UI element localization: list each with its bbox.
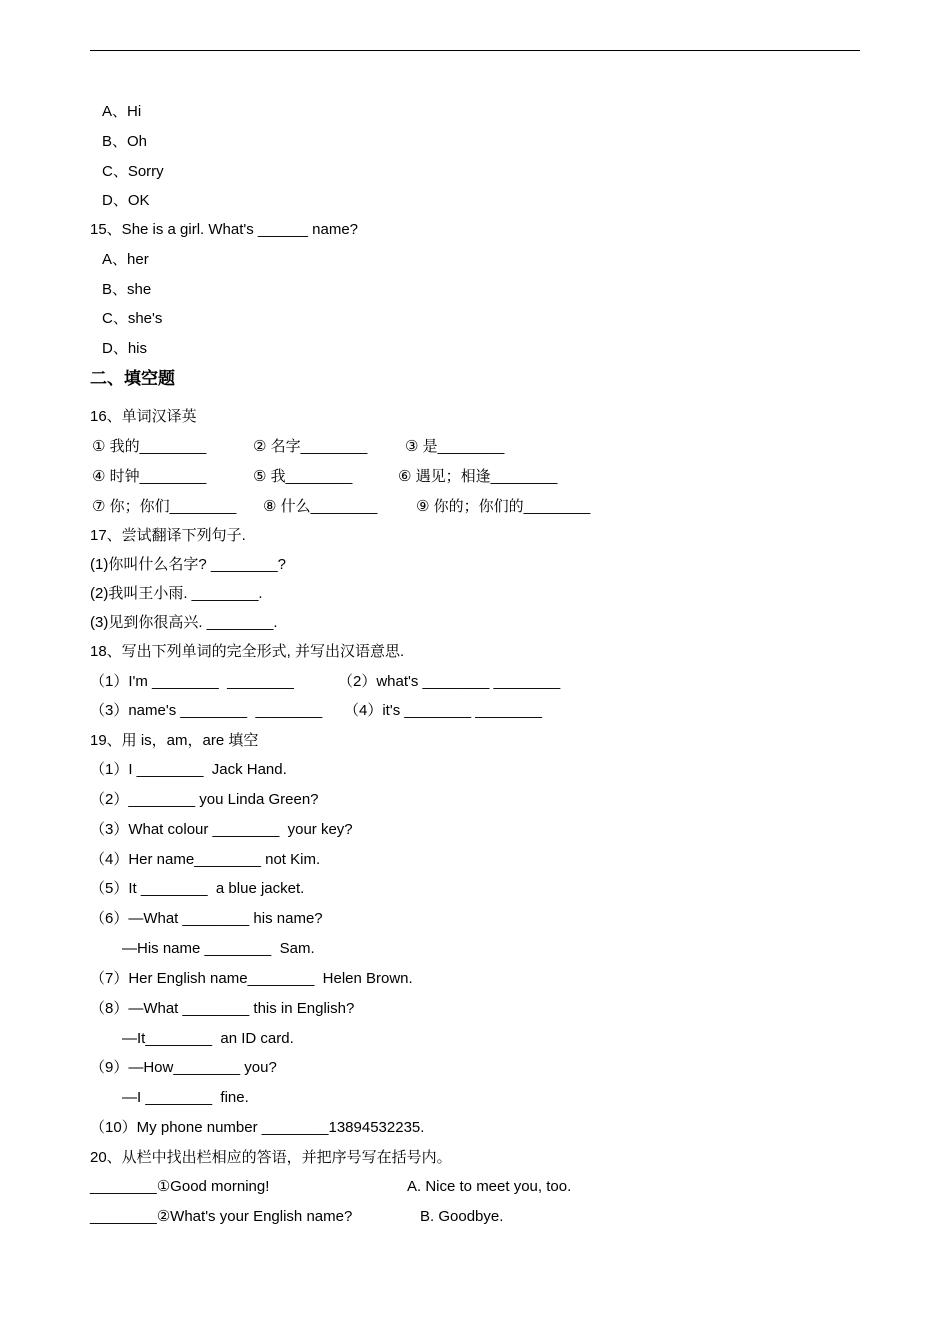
q14-option-c: C、Sorry xyxy=(102,163,164,180)
q15-option-a: A、her xyxy=(102,251,149,268)
q16-item: ④ 时钟________ xyxy=(92,468,207,485)
q20-row-right: B. Goodbye. xyxy=(420,1208,504,1225)
q15-question: 15、She is a girl. What's ______ name? xyxy=(90,221,359,238)
q19-item: （3）What colour ________ your key? xyxy=(90,821,353,838)
q19-item: （10）My phone number ________13894532235. xyxy=(90,1119,425,1136)
q14-option-a: A、Hi xyxy=(102,103,142,120)
q18-item: （3）name's ________ ________ xyxy=(90,702,323,719)
q16-item: ⑨ 你的；你们的________ xyxy=(416,498,591,515)
q19-title: 19、用 is，am，are 填空 xyxy=(90,732,259,749)
q19-item: （5）It ________ a blue jacket. xyxy=(90,880,305,897)
q19-item: （7）Her English name________ Helen Brown. xyxy=(90,970,413,987)
q19-item: （9）—How________ you? xyxy=(90,1059,277,1076)
q19-item: —It________ an ID card. xyxy=(122,1030,294,1047)
q20-title: 20、从栏中找出栏相应的答语，并把序号写在括号内。 xyxy=(90,1149,452,1166)
q20-row-left: ________②What's your English name? xyxy=(90,1208,353,1225)
q17-title: 17、尝试翻译下列句子. xyxy=(90,527,246,544)
q19-item: （1）I ________ Jack Hand. xyxy=(90,761,287,778)
q15-option-c: C、she's xyxy=(102,310,163,327)
q20-row-right: A. Nice to meet you, too. xyxy=(407,1178,572,1195)
q16-item: ③ 是________ xyxy=(405,438,505,455)
q16-item: ⑤ 我________ xyxy=(253,468,353,485)
section-heading: 二、填空题 xyxy=(90,369,175,388)
q14-option-d: D、OK xyxy=(102,192,150,209)
q15-option-b: B、she xyxy=(102,281,152,298)
q19-item: （2）________ you Linda Green? xyxy=(90,791,319,808)
q14-option-b: B、Oh xyxy=(102,133,148,150)
q19-item: —I ________ fine. xyxy=(122,1089,249,1106)
q19-item: （8）—What ________ this in English? xyxy=(90,1000,355,1017)
q19-item: —His name ________ Sam. xyxy=(122,940,315,957)
q16-item: ⑥ 遇见；相逢________ xyxy=(398,468,558,485)
q18-title: 18、写出下列单词的完全形式, 并写出汉语意思. xyxy=(90,643,405,660)
q16-item: ① 我的________ xyxy=(92,438,207,455)
header-rule xyxy=(90,50,860,51)
q16-item: ② 名字________ xyxy=(253,438,368,455)
q20-row-left: ________①Good morning! xyxy=(90,1178,270,1195)
q18-item: （1）I'm ________ ________ xyxy=(90,673,294,690)
q17-item: (3)见到你很高兴. ________. xyxy=(90,614,278,631)
q17-item: (1)你叫什么名字? ________? xyxy=(90,556,286,573)
q19-item: （6）—What ________ his name? xyxy=(90,910,323,927)
q18-item: （2）what's ________ ________ xyxy=(338,673,561,690)
q19-item: （4）Her name________ not Kim. xyxy=(90,851,321,868)
q15-option-d: D、his xyxy=(102,340,148,357)
q16-item: ⑧ 什么________ xyxy=(263,498,378,515)
q16-item: ⑦ 你；你们________ xyxy=(92,498,237,515)
q16-title: 16、单词汉译英 xyxy=(90,408,197,425)
q17-item: (2)我叫王小雨. ________. xyxy=(90,585,263,602)
q18-item: （4）it's ________ ________ xyxy=(344,702,543,719)
